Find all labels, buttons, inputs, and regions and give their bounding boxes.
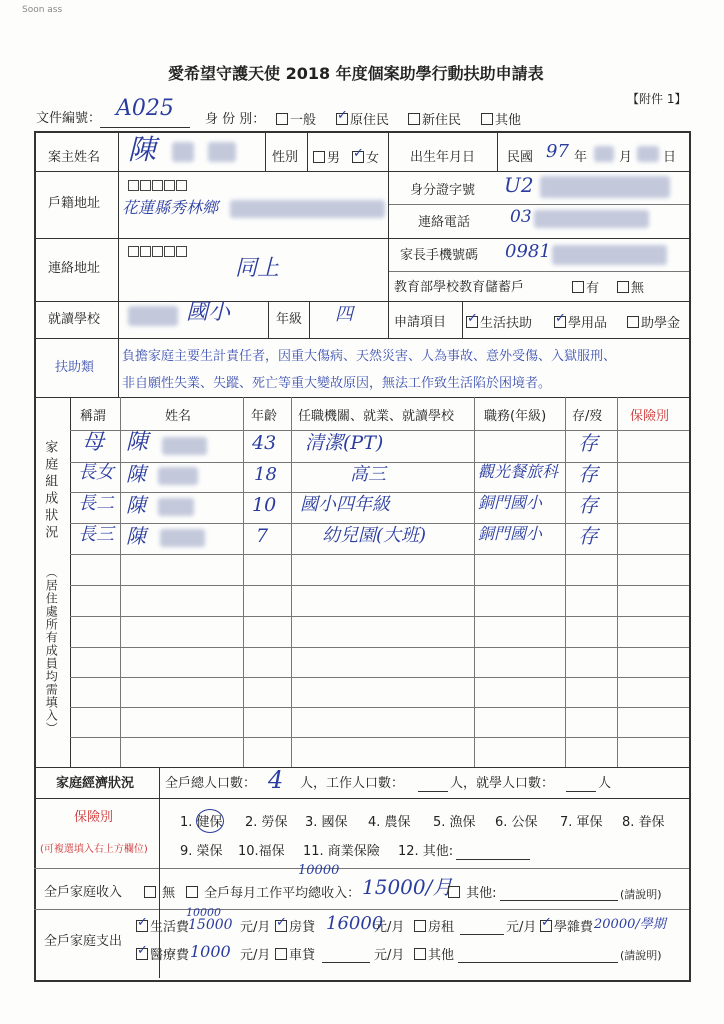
col-divider	[291, 397, 292, 767]
family-name[interactable]: 陳	[126, 462, 146, 486]
income-explain: (請說明)	[620, 888, 662, 901]
checkbox-icon[interactable]	[627, 316, 639, 328]
row-divider	[34, 909, 689, 910]
family-org[interactable]: 高三	[350, 464, 386, 485]
household-address-label: 戶籍地址	[48, 196, 101, 211]
checkbox-icon[interactable]	[414, 948, 426, 960]
expense-medical-unit: 元/月	[240, 948, 271, 963]
expense-house-unit: 元/月	[374, 920, 405, 935]
insurance-option-6[interactable]: 6. 公保	[495, 815, 538, 830]
row-divider	[34, 767, 689, 768]
edu-savings-label: 教育部學校教育儲蓄戶	[394, 280, 525, 295]
file-number-value[interactable]: A025	[116, 96, 174, 121]
school-count-line[interactable]	[566, 791, 596, 792]
insurance-option-7[interactable]: 7. 軍保	[560, 815, 603, 830]
parent-mobile-label: 家長手機號碼	[400, 248, 479, 263]
parent-mobile-prefix[interactable]: 0981	[505, 241, 551, 262]
checkbox-icon[interactable]	[276, 113, 288, 125]
family-title[interactable]: 母	[82, 430, 105, 455]
year-label: 年	[574, 150, 588, 165]
file-number-label: 文件編號：	[36, 111, 102, 126]
redacted-phone	[534, 210, 649, 228]
phone-prefix[interactable]: 03	[510, 207, 532, 227]
col-divider	[474, 397, 475, 767]
gender-label: 性別	[272, 150, 299, 165]
econ-school-label: 人，就學人口數：	[450, 776, 555, 791]
redacted-name	[158, 467, 198, 485]
insurance-label: 保險別	[74, 810, 114, 825]
income-monthly[interactable]: 全戶每月工作平均總收入：	[186, 886, 360, 900]
row-divider	[34, 238, 689, 239]
apply-living[interactable]: ✓ 生活扶助	[466, 316, 532, 330]
family-section-label: 家庭組成狀況	[42, 440, 58, 542]
identity-option-new-resident[interactable]: 新住民	[408, 113, 461, 127]
expense-car-loan[interactable]: 車貸	[275, 948, 315, 962]
family-age[interactable]: 7	[256, 525, 269, 547]
checkbox-icon[interactable]	[481, 113, 493, 125]
school-label: 就讀學校	[48, 312, 101, 327]
row-divider	[34, 171, 689, 172]
checkbox-icon[interactable]	[186, 886, 198, 898]
family-name[interactable]: 陳	[126, 430, 149, 455]
family-age[interactable]: 43	[252, 432, 277, 454]
apply-supplies[interactable]: ✓ 學用品	[554, 316, 607, 330]
col-divider	[243, 397, 244, 767]
insurance-other-line[interactable]	[456, 859, 530, 860]
row-divider	[34, 868, 689, 869]
aid-type-label: 扶助類	[55, 360, 95, 375]
table-row-divider	[70, 707, 689, 708]
expense-car-line[interactable]	[322, 962, 370, 963]
insurance-option-8[interactable]: 8. 眷保	[622, 815, 665, 830]
expense-car-unit: 元/月	[374, 948, 405, 963]
apply-scholarship[interactable]: 助學金	[627, 316, 680, 330]
econ-working-label: 人，工作人口數：	[300, 776, 405, 791]
insurance-option-3[interactable]: 3. 國保	[305, 815, 348, 830]
apply-item-label: 申請項目	[394, 315, 447, 330]
table-row-divider	[70, 616, 689, 617]
expense-other-line[interactable]	[458, 962, 618, 963]
expense-rent[interactable]: 房租	[414, 920, 454, 934]
aid-description-line2: 非自願性失業、失蹤、死亡等重大變故原因，無法工作致生活陷於困境者。	[122, 376, 552, 391]
aid-description-line1: 負擔家庭主要生計責任者，因重大傷病、天然災害、人為事故、意外受傷、入獄服刑、	[122, 349, 617, 364]
family-alive[interactable]: 存	[578, 524, 598, 548]
identity-option-other[interactable]: 其他	[481, 113, 521, 127]
col-header-title: 稱謂	[80, 409, 107, 424]
month-label: 月	[619, 150, 633, 165]
checkbox-checked-icon[interactable]	[540, 920, 552, 932]
table-row-divider	[70, 585, 689, 586]
family-job[interactable]: 觀光餐旅科	[478, 462, 559, 481]
roc-label: 民國	[507, 150, 534, 165]
insurance-option-2[interactable]: 2. 勞保	[245, 815, 288, 830]
family-section-note: （居住處所有成員均需填入）	[44, 566, 59, 735]
family-name[interactable]: 陳	[126, 524, 146, 548]
checkbox-icon[interactable]	[617, 281, 629, 293]
income-amount[interactable]: 15000/月	[362, 875, 453, 899]
econ-unit-label: 人	[598, 776, 612, 791]
family-age[interactable]: 10	[252, 494, 277, 516]
income-label: 全戶家庭收入	[44, 885, 123, 900]
family-title[interactable]: 長三	[78, 524, 114, 545]
expense-living-value[interactable]: 15000	[188, 917, 233, 933]
col-header-job: 職務(年級)	[484, 409, 547, 424]
working-count-line[interactable]	[418, 791, 448, 792]
col-divider	[159, 767, 160, 978]
family-age[interactable]: 18	[254, 464, 277, 485]
col-header-name: 姓名	[165, 409, 192, 424]
col-divider	[307, 131, 308, 171]
col-header-alive: 存/歿	[572, 409, 603, 424]
col-divider	[268, 301, 269, 338]
contact-address-label: 連絡地址	[48, 261, 101, 276]
phone-label: 連絡電話	[418, 215, 471, 230]
col-header-org: 任職機關、就業、就讀學校	[298, 409, 455, 424]
income-none[interactable]: 無	[144, 886, 175, 900]
family-name[interactable]: 陳	[126, 493, 146, 517]
col-divider	[309, 301, 310, 338]
birth-label: 出生年月日	[410, 150, 476, 165]
family-org[interactable]: 國小四年級	[300, 494, 390, 515]
econ-total-label: 全戶總人口數：	[165, 776, 257, 791]
expense-living[interactable]: ✓生活費	[136, 920, 189, 934]
expense-explain: (請說明)	[620, 949, 662, 962]
family-alive[interactable]: 存	[578, 462, 598, 486]
insurance-note: (可複選填入右上方欄位)	[40, 844, 148, 855]
family-alive[interactable]: 存	[578, 493, 598, 517]
case-surname[interactable]: 陳	[128, 133, 157, 166]
table-row-divider	[70, 737, 689, 738]
family-title[interactable]: 長二	[78, 493, 114, 514]
table-row-divider	[70, 647, 689, 648]
checkbox-icon[interactable]	[448, 886, 460, 898]
checkbox-icon[interactable]	[572, 281, 584, 293]
family-job[interactable]: 銅門國小	[478, 524, 543, 543]
redacted-name	[208, 142, 236, 162]
edu-savings-no[interactable]: 無	[617, 281, 644, 295]
household-address-value[interactable]: 花蓮縣秀林鄉	[122, 198, 219, 217]
expense-tuition-value[interactable]: 20000/學期	[594, 917, 666, 932]
row-divider	[34, 798, 689, 799]
checkbox-icon[interactable]	[275, 948, 287, 960]
stamp-top: Soon ass	[22, 5, 63, 15]
redacted-name	[160, 529, 205, 547]
redacted-school	[128, 306, 178, 326]
redacted-name	[162, 437, 207, 455]
contact-address-value[interactable]: 同上	[235, 256, 280, 281]
family-org[interactable]: 清潔(PT)	[305, 432, 384, 454]
expense-living-above: 10000	[186, 906, 221, 919]
checkbox-checked-icon[interactable]	[466, 316, 478, 328]
expense-other[interactable]: 其他	[414, 948, 454, 962]
col-divider	[462, 301, 463, 338]
checkbox-icon[interactable]	[144, 886, 156, 898]
checkbox-checked-icon[interactable]	[352, 151, 364, 163]
row-divider	[388, 271, 689, 272]
checkbox-checked-icon[interactable]	[554, 316, 566, 328]
income-other-line[interactable]	[500, 900, 618, 901]
edu-savings-yes[interactable]: 有	[572, 281, 599, 295]
income-other[interactable]: 其他:	[448, 886, 497, 900]
col-divider	[70, 397, 71, 767]
attachment-label: 【附件 1】	[627, 92, 687, 106]
expense-living-unit: 元/月	[240, 920, 271, 935]
grade-value[interactable]: 四	[335, 304, 353, 325]
row-divider	[34, 301, 689, 302]
col-divider	[120, 397, 121, 767]
row-divider	[34, 338, 689, 339]
insurance-option-5[interactable]: 5. 漁保	[433, 815, 476, 830]
expense-tuition[interactable]: ✓ 學雜費	[540, 920, 593, 934]
expense-medical[interactable]: ✓醫療費	[136, 948, 189, 962]
redacted-mobile	[552, 245, 667, 265]
insurance-option-11[interactable]: 11. 商業保險	[303, 844, 380, 859]
expense-house-value[interactable]: 16000	[326, 913, 384, 934]
table-row-divider	[70, 554, 689, 555]
family-org[interactable]: 幼兒園(大班)	[322, 525, 427, 546]
grade-label: 年級	[276, 312, 303, 327]
col-divider	[617, 397, 618, 767]
expense-house-loan[interactable]: ✓ 房貸	[275, 920, 315, 934]
identity-option-indigenous[interactable]: ✓ 原住民	[336, 113, 389, 127]
checkbox-checked-icon[interactable]	[136, 920, 148, 932]
expense-rent-line[interactable]	[460, 934, 504, 935]
table-row-divider	[70, 677, 689, 678]
col-divider	[497, 131, 498, 171]
insurance-option-9[interactable]: 9. 榮保	[180, 844, 223, 859]
family-alive[interactable]: 存	[578, 431, 598, 455]
col-divider	[265, 131, 266, 171]
col-divider	[388, 131, 389, 338]
id-number-label: 身分證字號	[410, 183, 476, 198]
file-number-underline	[100, 127, 190, 128]
form-title: 愛希望守護天使 2018 年度個案助學行動扶助申請表	[168, 64, 544, 83]
checkbox-checked-icon[interactable]	[275, 920, 287, 932]
expense-rent-unit: 元/月	[506, 920, 537, 935]
gender-female[interactable]: ✓ 女	[352, 151, 379, 165]
day-label: 日	[663, 150, 677, 165]
row-divider	[34, 397, 689, 398]
redacted-address	[230, 200, 385, 218]
econ-label: 家庭經濟狀況	[56, 776, 135, 791]
insurance-option-4[interactable]: 4. 農保	[368, 815, 411, 830]
checkbox-icon[interactable]	[414, 920, 426, 932]
checkbox-checked-icon[interactable]	[336, 113, 348, 125]
checkbox-icon[interactable]	[313, 151, 325, 163]
insurance-option-1[interactable]: 1. 健保	[180, 815, 223, 830]
income-amount-above: 10000	[298, 863, 340, 878]
postal-code-boxes[interactable]	[128, 176, 188, 195]
expense-medical-value[interactable]: 1000	[190, 942, 231, 961]
school-suffix[interactable]: 國小	[186, 300, 231, 325]
redacted-id	[540, 176, 670, 198]
id-number-prefix[interactable]: U2	[504, 173, 534, 197]
insurance-option-10[interactable]: 10.福保	[238, 844, 285, 859]
insurance-option-12[interactable]: 12. 其他:	[398, 844, 454, 859]
redacted-day	[637, 146, 659, 162]
col-divider	[118, 131, 119, 397]
family-title[interactable]: 長女	[78, 462, 114, 483]
redacted-name	[172, 142, 194, 162]
col-header-insurance: 保險別	[630, 409, 670, 424]
case-name-label: 案主姓名	[48, 150, 101, 165]
identity-label: 身 份 別：	[205, 112, 266, 127]
checkbox-icon[interactable]	[408, 113, 420, 125]
col-divider	[565, 397, 566, 767]
redacted-name	[158, 498, 194, 516]
postal-code-boxes[interactable]	[128, 242, 188, 261]
identity-option-general[interactable]: 一般	[276, 113, 316, 127]
checkbox-checked-icon[interactable]	[136, 948, 148, 960]
expense-label: 全戶家庭支出	[44, 934, 123, 949]
family-job[interactable]: 銅門國小	[478, 493, 543, 512]
gender-male[interactable]: 男	[313, 151, 340, 165]
birth-year[interactable]: 97	[546, 141, 569, 162]
col-header-age: 年齡	[251, 409, 278, 424]
redacted-month	[594, 146, 614, 162]
row-divider	[388, 204, 689, 205]
econ-total-value[interactable]: 4	[268, 766, 284, 794]
